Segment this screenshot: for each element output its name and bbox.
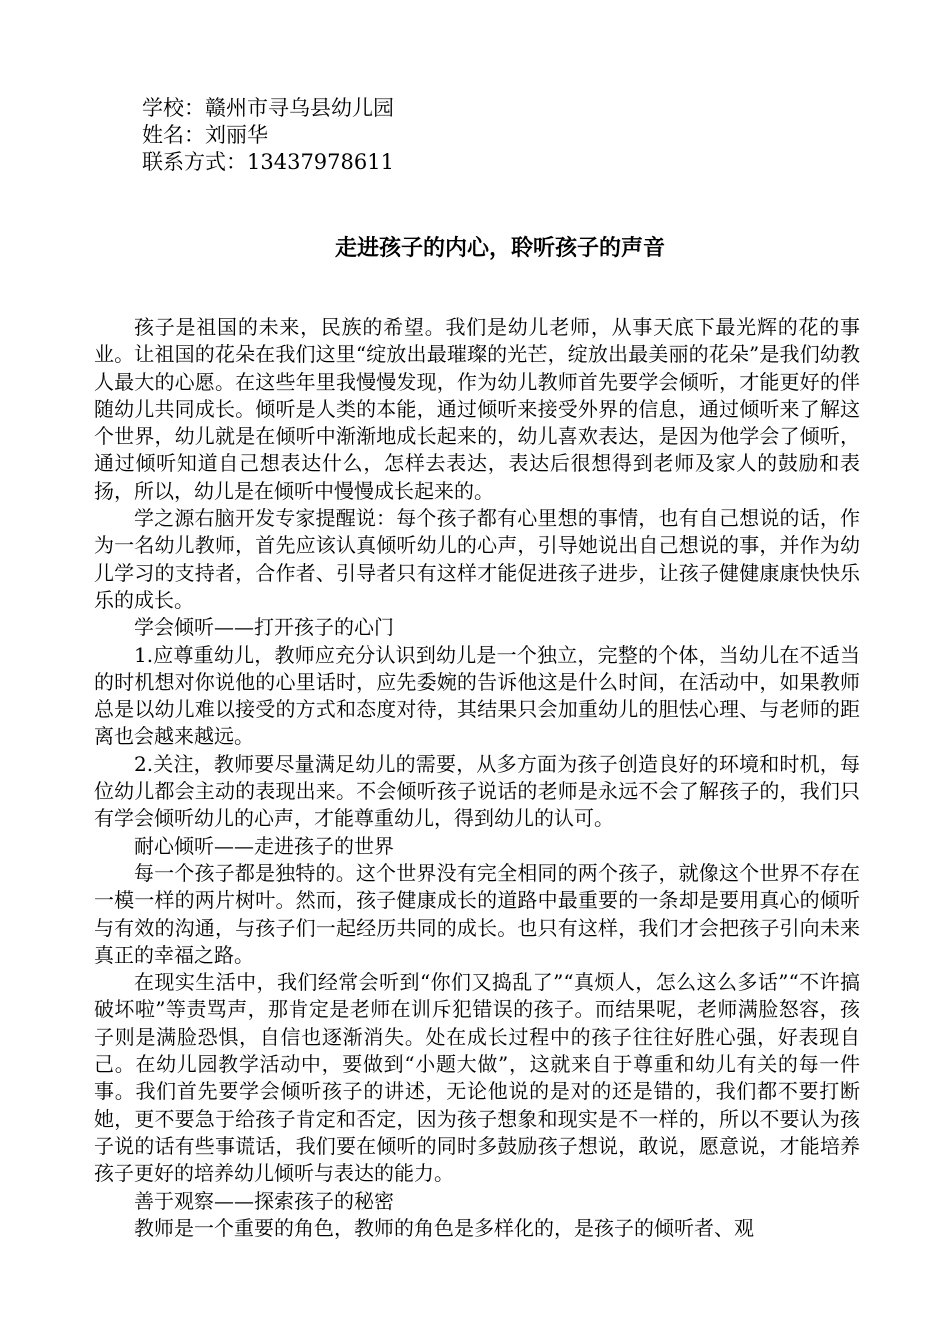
section-heading-patient-listen: 耐心倾听——走进孩子的世界 [134, 833, 394, 858]
contact-line: 联系方式：13437978611 [142, 150, 394, 174]
name-line: 姓名：刘丽华 [142, 123, 268, 147]
document-body [94, 314, 860, 1242]
author-info [142, 95, 394, 176]
paragraph-point-1: 1.应尊重幼儿，教师应充分认识到幼儿是一个独立，完整的个体，当幼儿在不适当的时机想对你说他的心里话时，应先委婉的告诉他这是什么时间，在活动中，如果教师总是以幼儿难以接受的方式和态度对待，其结果只会加重幼儿的胆怯心理、与老师的距离也会越来越远。 [94, 642, 860, 749]
paragraph-unique-child: 每一个孩子都是独特的。这个世界没有完全相同的两个孩子，就像这个世界不存在一模一样的两片树叶。然而，孩子健康成长的道路中最重要的一条却是要用真心的倾听与有效的沟通，与孩子们一起经历共同的成长。也只有这样，我们才会把孩子引向未来真正的幸福之路。 [94, 860, 860, 967]
paragraph-teacher-role: 教师是一个重要的角色，教师的角色是多样化的，是孩子的倾听者、观 [134, 1215, 754, 1240]
school-line: 学校：赣州市寻乌县幼儿园 [142, 96, 394, 120]
section-heading-observe: 善于观察——探索孩子的秘密 [134, 1188, 394, 1213]
paragraph-real-life: 在现实生活中，我们经常会听到“你们又捣乱了”“真烦人，怎么这么多话”“不许搞破坏啦”等责骂声，那肯定是老师在训斥犯错误的孩子。而结果呢，老师满脸怒容，孩子则是满脸恐惧，自信也逐渐消失。处在成长过程中的孩子往往好胜心强，好表现自己。在幼儿园教学活动中，要做到“小题大做”，这就来自于尊重和幼儿有关的每一件事。我们首先要学会倾听孩子的讲述，无论他说的是对的还是错的，我们都不要打断她，更不要急于给孩子肯定和否定，因为孩子想象和现实是不一样的，所以不要认为孩子说的话有些事谎话，我们要在倾听的同时多鼓励孩子想说，敢说，愿意说，才能培养孩子更好的培养幼儿倾听与表达的能力。 [94, 970, 860, 1186]
document-title: 走进孩子的内心，聆听孩子的声音 [334, 235, 665, 261]
section-heading-learn-listen: 学会倾听——打开孩子的心门 [134, 615, 394, 640]
paragraph-point-2: 2.关注，教师要尽量满足幼儿的需要，从多方面为孩子创造良好的环境和时机，每位幼儿都会主动的表现出来。不会倾听孩子说话的老师是永远不会了解孩子的，我们只有学会倾听幼儿的心声，才能尊重幼儿，得到幼儿的认可。 [94, 751, 860, 831]
paragraph-intro: 孩子是祖国的未来，民族的希望。我们是幼儿老师，从事天底下最光辉的花的事业。让祖国的花朵在我们这里“绽放出最璀璨的光芒，绽放出最美丽的花朵”是我们幼教人最大的心愿。在这些年里我慢慢发现，作为幼儿教师首先要学会倾听，才能更好的伴随幼儿共同成长。倾听是人类的本能，通过倾听来接受外界的信息，通过倾听来了解这个世界，幼儿就是在倾听中渐渐地成长起来的，幼儿喜欢表达，是因为他学会了倾听，通过倾听知道自己想表达什么，怎样去表达，表达后很想得到老师及家人的鼓励和表扬，所以，幼儿是在倾听中慢慢成长起来的。 [94, 315, 860, 503]
paragraph-expert-advice: 学之源右脑开发专家提醒说：每个孩子都有心里想的事情，也有自己想说的话，作为一名幼儿教师，首先应该认真倾听幼儿的心声，引导她说出自己想说的事，并作为幼儿学习的支持者，合作者、引导者只有这样才能促进孩子进步，让孩子健健康康快快乐乐的成长。 [94, 506, 860, 612]
